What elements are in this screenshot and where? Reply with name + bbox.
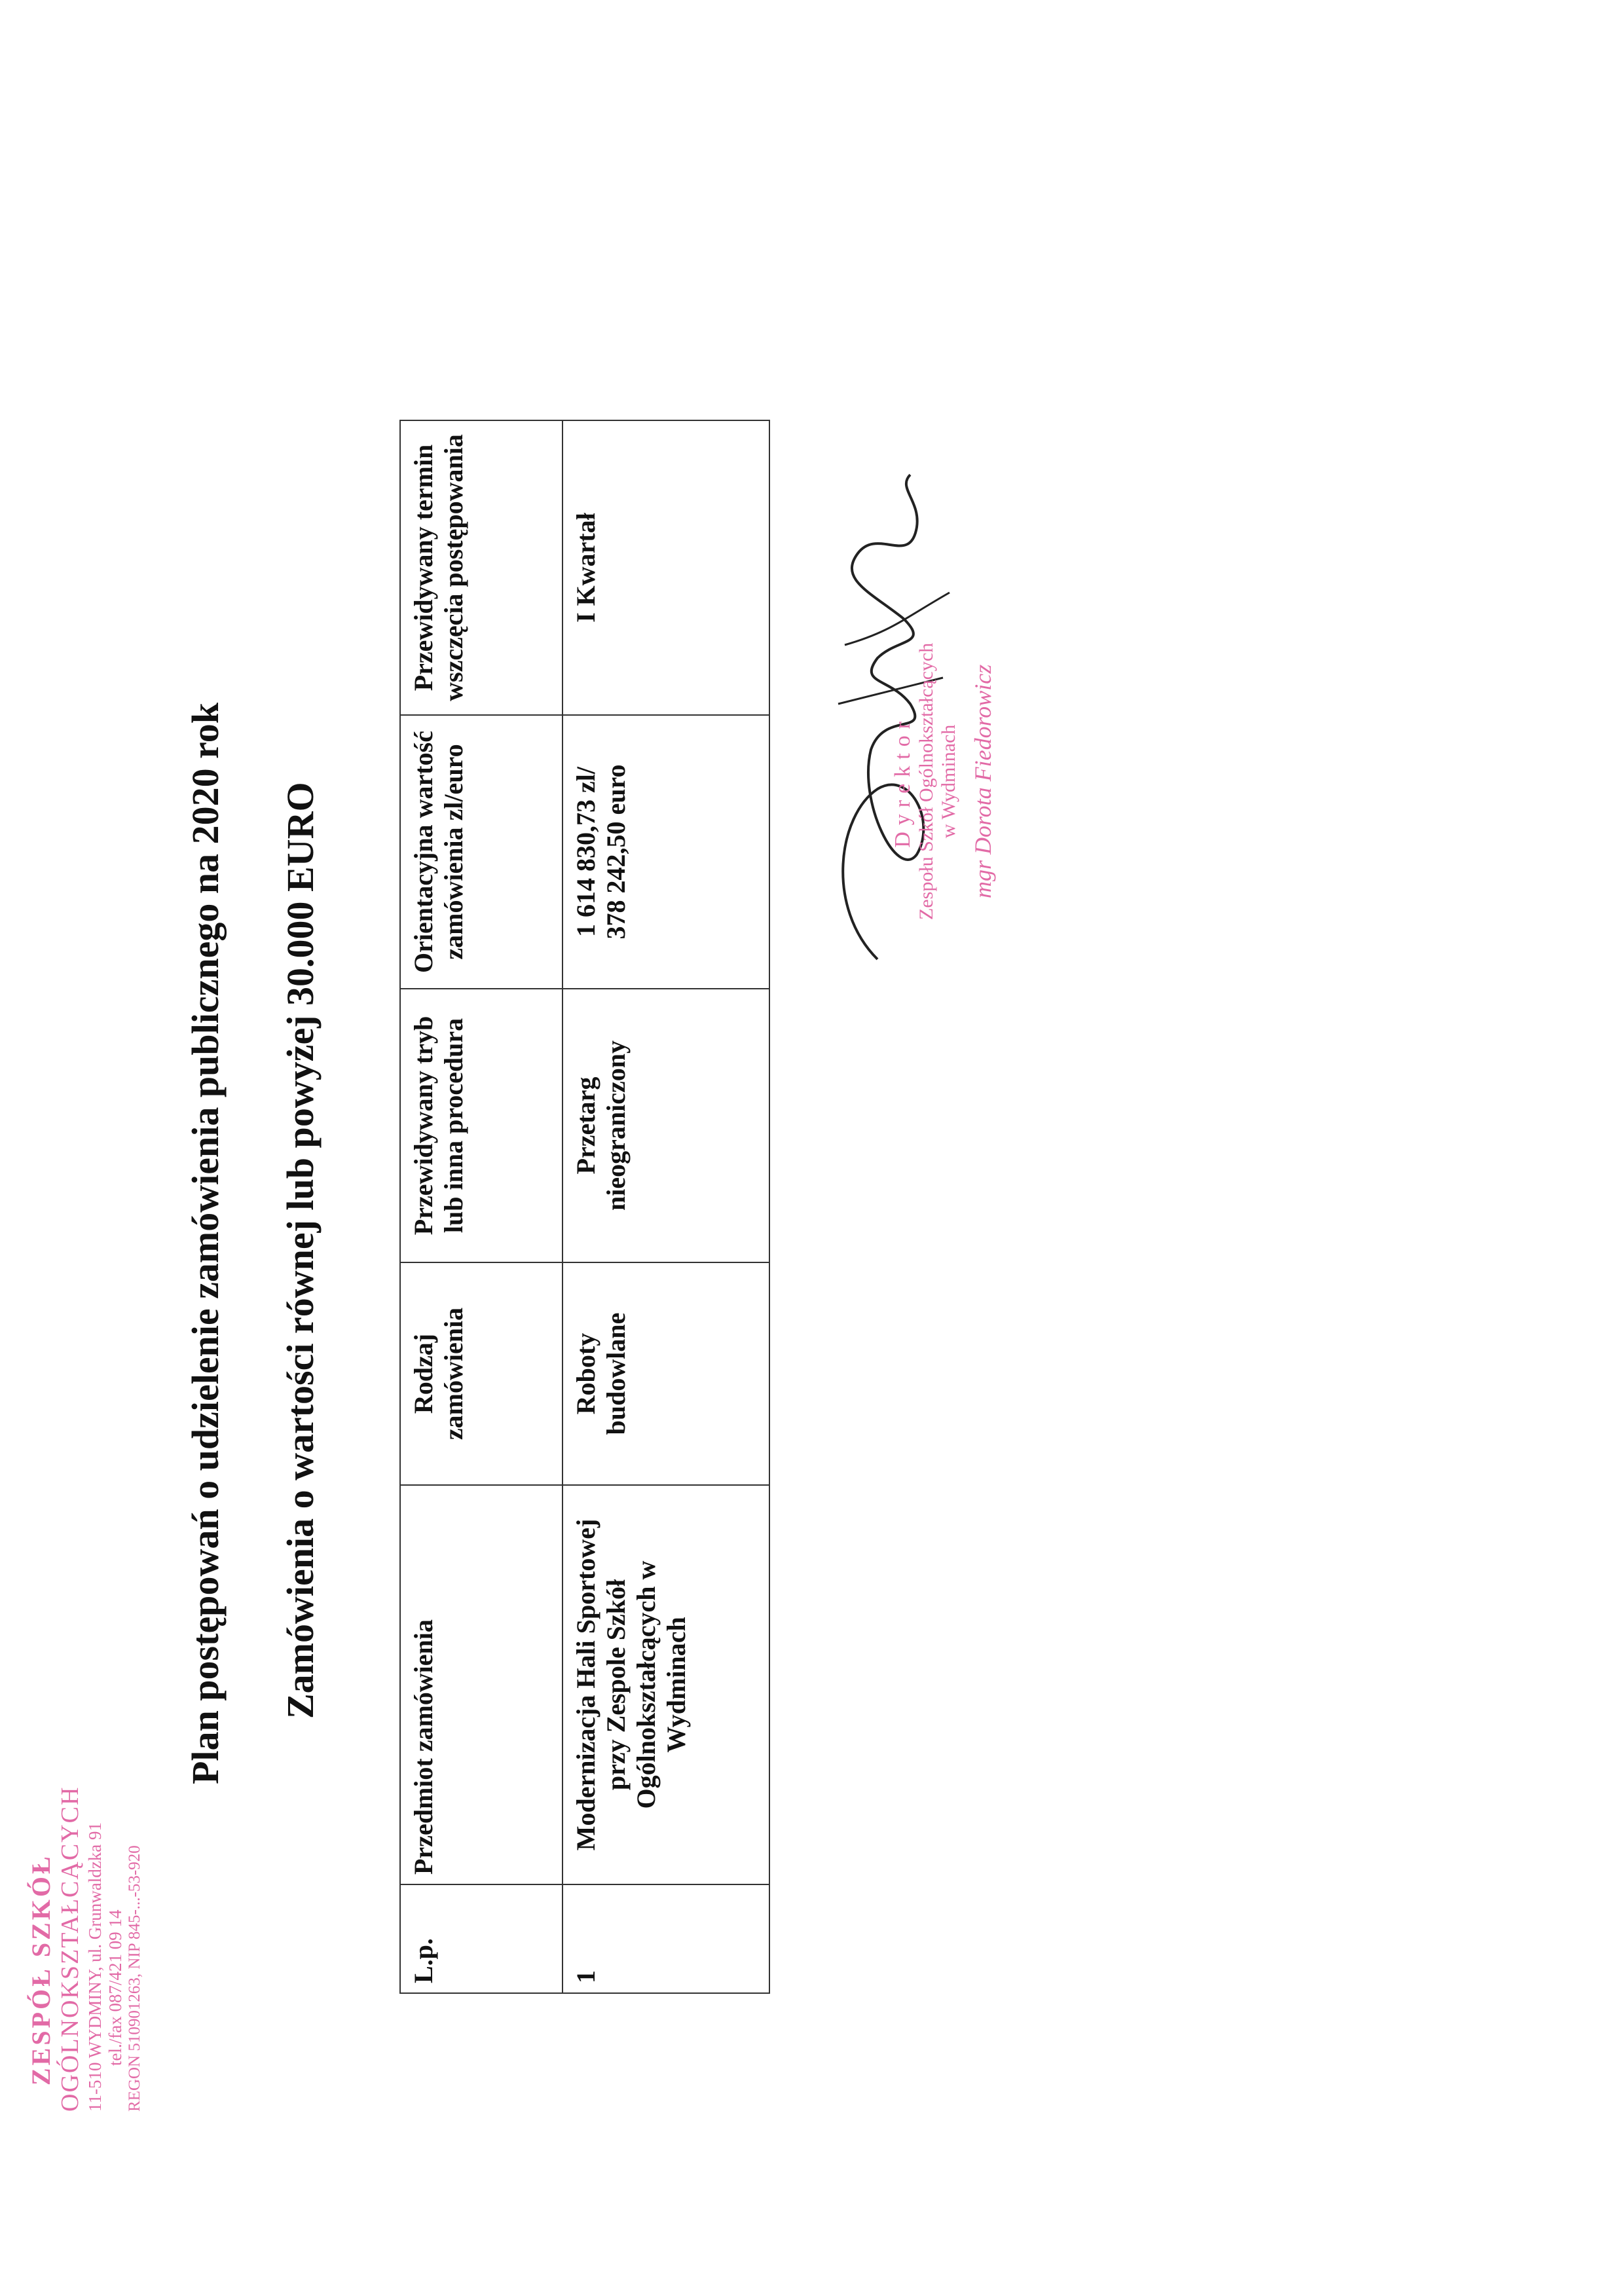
table-row — [563, 420, 769, 1993]
cell-wartosc — [563, 715, 769, 989]
header-lp: L.p. — [400, 1884, 563, 1993]
table-header-row — [400, 420, 563, 1993]
cell-przedmiot: Modernizacja Hali Sportowej przy Zespole Szkół Ogólnokształcących w Wydminach — [563, 1485, 769, 1884]
header-wartosc: Orientacyjna wartość zamówienia zl/euro — [400, 715, 563, 989]
header-tryb: Przewidywany tryb lub inna procedura — [400, 989, 563, 1262]
header-przedmiot: Przedmiot zamówienia — [400, 1485, 563, 1884]
header-termin: Przewidywany termin wszczęcia postępowania — [400, 420, 563, 715]
cell-tryb: Przetarg nieograniczony — [563, 989, 769, 1262]
director-name: mgr Dorota Fiedorowicz — [970, 664, 996, 899]
header-rodzaj: Rodzaj zamówienia — [400, 1262, 563, 1485]
stamp-line: OGÓLNOKSZTAŁCĄCYCH — [56, 1786, 84, 2112]
stamp-line: REGON 510901263, NIP 845-...-53-920 — [125, 1845, 143, 2112]
director-role: Dyrektor — [891, 715, 915, 848]
director-institution: Zespołu Szkół Ogólnokształcących — [915, 642, 937, 920]
cell-rodzaj: Roboty budowlane — [563, 1262, 769, 1485]
stamp-line: tel./fax 087/421 09 14 — [105, 1909, 125, 2066]
cell-termin: I Kwartał — [563, 420, 769, 715]
page-title: Plan postępowań o udzielenie zamówienia publicznego na 2020 rok — [184, 702, 227, 1784]
cell-lp: 1 — [563, 1884, 769, 1993]
value-zl: 1 614 830,73 zl/ — [571, 767, 600, 937]
stamp-line: ZESPÓŁ SZKÓŁ — [26, 1854, 56, 2085]
value-euro: 378 242,50 euro — [601, 764, 631, 940]
director-place: w Wydminach — [938, 724, 959, 839]
page-subtitle: Zamówienia o wartości równej lub powyżej 30.000 EURO — [279, 782, 322, 1719]
stamp-line: 11-510 WYDMINY, ul. Grunwaldzka 91 — [84, 1822, 105, 2112]
director-stamp — [891, 643, 997, 920]
school-stamp — [26, 1786, 145, 2112]
procurement-plan-table — [399, 420, 770, 1994]
